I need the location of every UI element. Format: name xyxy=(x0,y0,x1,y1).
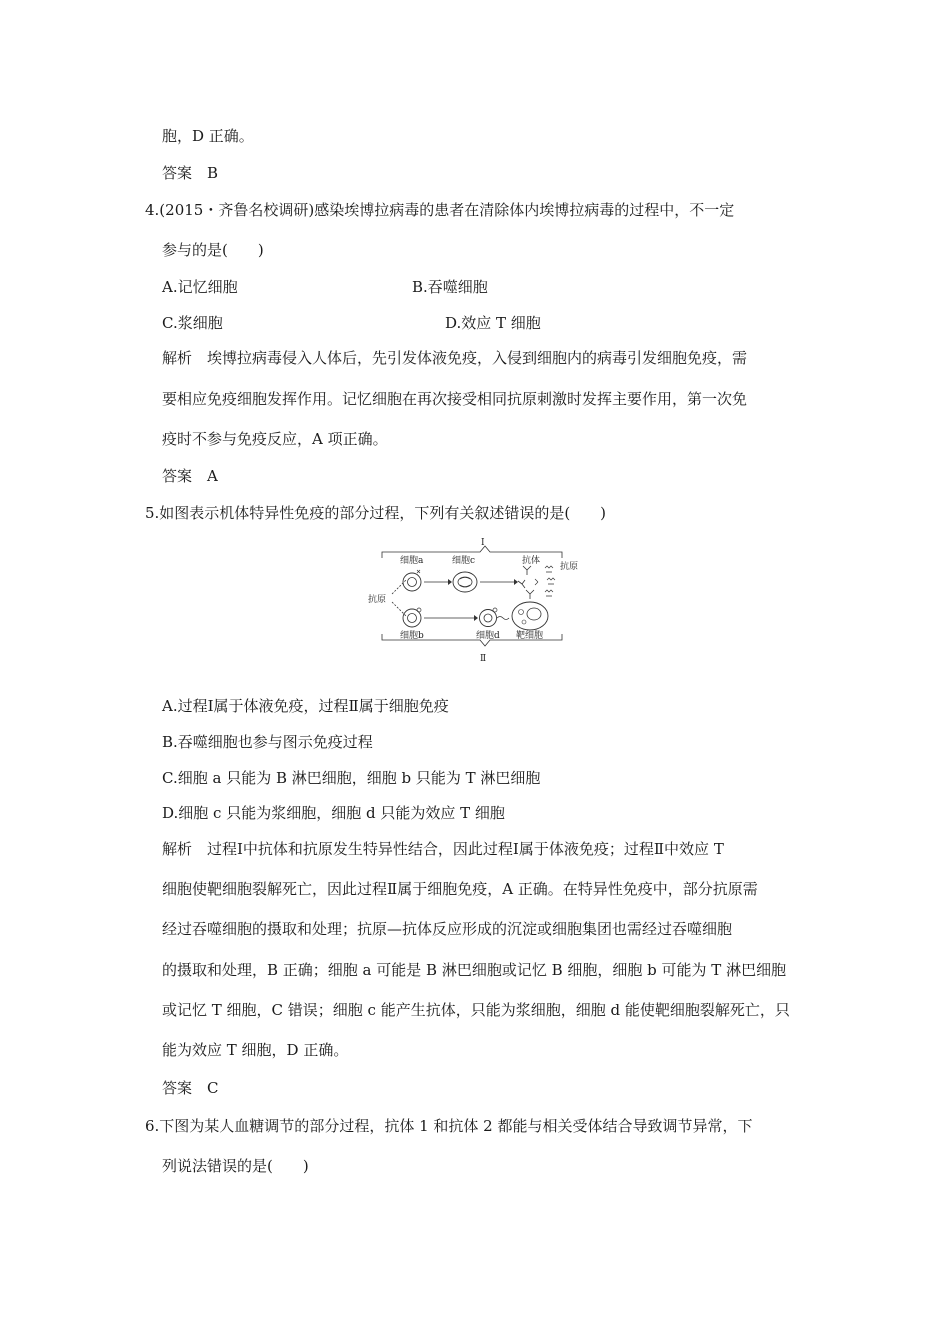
antibody-1 xyxy=(523,566,531,575)
q4-stem-line1: 4.(2015・齐鲁名校调研)感染埃博拉病毒的患者在清除体内埃博拉病毒的过程中，不一定 xyxy=(145,201,735,219)
q5-analysis-line3: 经过吞噬细胞的摄取和处理；抗原—抗体反应形成的沉淀或细胞集团也需经过吞噬细胞 xyxy=(162,920,733,938)
label-antibody: 抗体 xyxy=(522,556,541,566)
q5-analysis-line1: 解析 过程Ⅰ中抗体和抗原发生特异性结合，因此过程Ⅰ属于体液免疫；过程Ⅱ中效应 T xyxy=(162,840,724,858)
label-cell-d: 细胞d xyxy=(476,631,500,641)
q3-tail-text: 胞，D 正确。 xyxy=(162,127,254,145)
q3-answer: 答案 B xyxy=(162,164,219,182)
q4-option-b: B.吞噬细胞 xyxy=(412,278,488,296)
q4-analysis-line3: 疫时不参与免疫反应，A 项正确。 xyxy=(162,430,388,448)
q5-option-a: A.过程Ⅰ属于体液免疫，过程Ⅱ属于细胞免疫 xyxy=(162,697,449,715)
q6-stem-line2: 列说法错误的是( ) xyxy=(162,1157,309,1175)
q4-stem-line2: 参与的是( ) xyxy=(162,241,264,259)
label-cell-b: 细胞b xyxy=(400,631,424,641)
label-antigen-right: 抗原 xyxy=(560,562,579,572)
label-process-II: Ⅱ xyxy=(480,654,487,664)
label-target-cell: 靶细胞 xyxy=(516,631,544,641)
q5-analysis-line5: 或记忆 T 细胞，C 错误；细胞 c 能产生抗体，只能为浆细胞，细胞 d 能使靶细胞裂解死亡，只 xyxy=(162,1001,790,1019)
q4-analysis-line2: 要相应免疫细胞发挥作用。记忆细胞在再次接受相同抗原刺激时发挥主要作用，第一次免 xyxy=(162,390,748,408)
arrow-antigen-to-a xyxy=(392,580,406,594)
cell-a xyxy=(403,573,421,591)
label-antigen-left: 抗原 xyxy=(368,595,387,605)
q4-option-c: C.浆细胞 xyxy=(162,314,223,332)
target-cell xyxy=(512,602,548,630)
q5-analysis-line6: 能为效应 T 细胞，D 正确。 xyxy=(162,1041,349,1059)
q5-option-c: C.细胞 a 只能为 B 淋巴细胞，细胞 b 只能为 T 淋巴细胞 xyxy=(162,769,541,787)
q5-stem: 5.如图表示机体特异性免疫的部分过程，下列有关叙述错误的是( ) xyxy=(145,504,607,522)
antibody-3 xyxy=(526,590,534,599)
q5-analysis-line2: 细胞使靶细胞裂解死亡，因此过程Ⅱ属于细胞免疫，A 正确。在特异性免疫中，部分抗原需 xyxy=(162,880,758,898)
q4-option-d: D.效应 T 细胞 xyxy=(445,314,541,332)
label-cell-a: 细胞a xyxy=(400,556,424,566)
q5-analysis-line4: 的摄取和处理，B 正确；细胞 a 可能是 B 淋巴细胞或记忆 B 细胞，细胞 b 可能为 T 淋巴细胞 xyxy=(162,961,787,979)
q4-analysis-line1: 解析 埃博拉病毒侵入人体后，先引发体液免疫，入侵到细胞内的病毒引发细胞免疫，需 xyxy=(162,349,748,367)
cell-c xyxy=(453,572,477,592)
label-cell-c: 细胞c xyxy=(452,556,476,566)
immune-process-diagram xyxy=(362,536,602,668)
antibody-2 xyxy=(518,580,525,588)
label-process-I: Ⅰ xyxy=(481,538,485,548)
q6-stem-line1: 6.下图为某人血糖调节的部分过程，抗体 1 和抗体 2 都能与相关受体结合导致调节异常，下 xyxy=(145,1117,753,1135)
q4-option-a: A.记忆细胞 xyxy=(162,278,238,296)
q5-option-b: B.吞噬细胞也参与图示免疫过程 xyxy=(162,733,373,751)
q5-option-d: D.细胞 c 只能为浆细胞，细胞 d 只能为效应 T 细胞 xyxy=(162,804,505,822)
q5-answer: 答案 C xyxy=(162,1079,219,1097)
q4-answer: 答案 A xyxy=(162,467,218,485)
